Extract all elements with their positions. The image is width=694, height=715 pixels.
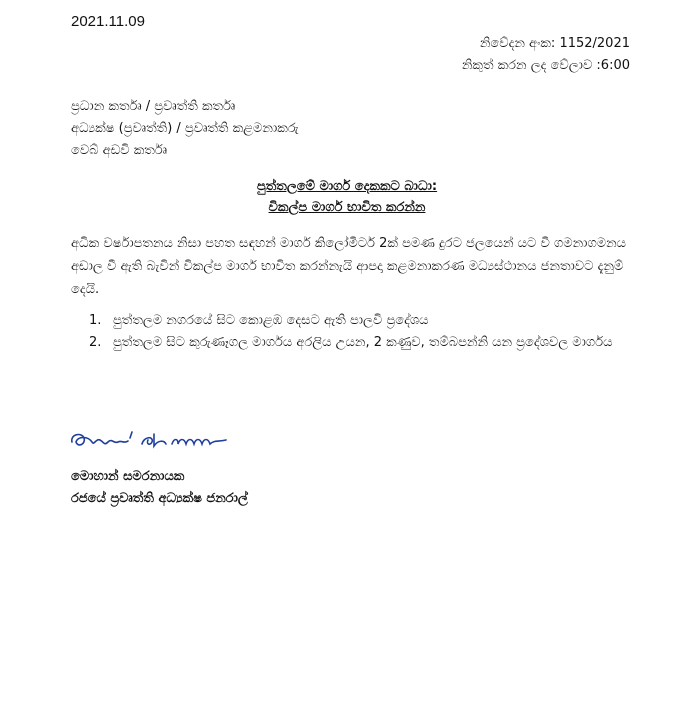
signer-block [71, 466, 248, 510]
road-list [71, 310, 641, 354]
release-number: නිවේදන අංක: 1152/2021 [479, 36, 630, 51]
list-item-text: පුත්තලම සිට කුරුණෑගල මාර්ගය අරලිය උයන, 2 කණුව, තම්බපන්නි යන ප්‍රදේශවල මාර්ගය [113, 335, 613, 350]
addressee-line: ප්‍රධාන කර්තෘ / ප්‍රවෘත්ති කර්තෘ [71, 99, 236, 114]
list-item-text: පුත්තලම නගරයේ සිට කොළඹ දෙසට ඇති පාලවි ප්‍රදේශය [113, 313, 429, 328]
document-date: 2021.11.09 [71, 13, 145, 30]
list-item-number: 2. [89, 335, 102, 350]
body-paragraph: අධික වර්ෂාපතනය නිසා පහත සඳහන් මාර්ග කිලෝමීටර් 2ක් පමණ දුරට ජලයෙන් යට වී ගමනාගමනය අඩාල වී ඇති බැවින් විකල්ප මාර්ග භාවිත කරන්නැයි ආපදා කළමනාකරණ මධ්‍යස්ථානය ජනතාවට දැනුම් දෙයි. [71, 236, 626, 297]
list-item [71, 332, 641, 354]
heading-line-1: පුත්තලමේ මාර්ග දෙකකට බාධා: [256, 179, 438, 194]
signer-name: මොහාන් සමරනායක [71, 469, 185, 484]
heading-line-2: විකල්ප මාර්ග භාවිත කරන්න [268, 200, 426, 215]
document-heading [0, 176, 694, 218]
addressee-line: වෙබ් අඩවි කර්තෘ [71, 143, 167, 158]
signer-title: රජයේ ප්‍රවෘත්ති අධ්‍යක්ෂ ජනරාල් [71, 491, 248, 506]
signature [68, 424, 238, 464]
list-item [71, 310, 641, 332]
addressee-line: අධ්‍යක්ෂ (ප්‍රවෘත්ති) / ප්‍රවෘත්ති කළමනාකරු [71, 121, 299, 136]
release-time: නිකුත් කරන ලද වේලාව :6:00 [461, 58, 630, 73]
addressee-block [71, 96, 299, 162]
list-item-number: 1. [89, 313, 102, 328]
